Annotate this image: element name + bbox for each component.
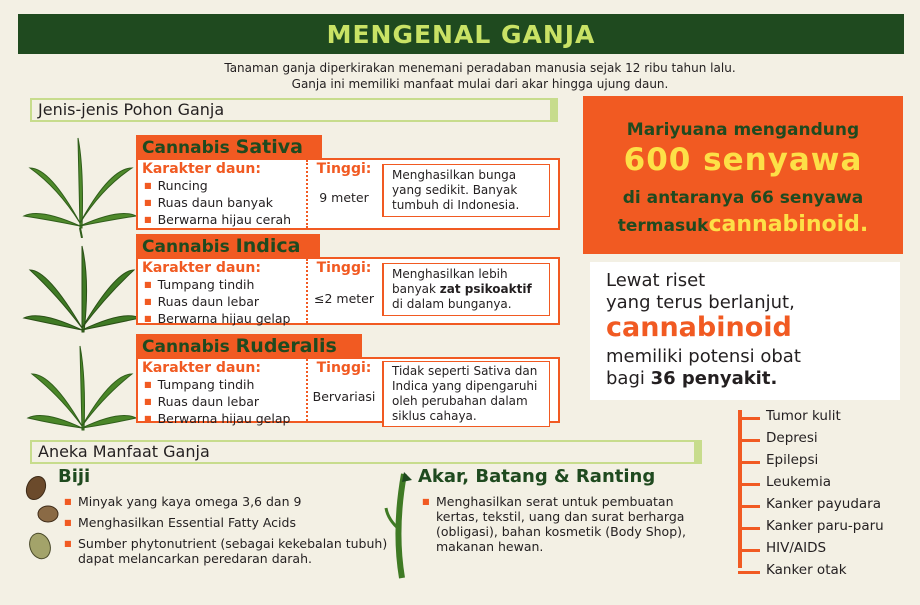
tinggi-box — [306, 359, 380, 421]
biji-item: ■ Sumber phytonutrient (sebagai kekebalan tubuh) dapat melancarkan peredaran darah. — [64, 536, 394, 566]
desc-text: di dalam bunganya. — [392, 297, 512, 311]
type-name-indica — [136, 234, 320, 258]
tinggi-label: Tinggi: — [316, 161, 372, 177]
type-strong: Ruderalis — [235, 335, 337, 357]
riset-line-5-pre: bagi — [606, 368, 651, 389]
type-card-indica — [136, 257, 560, 325]
riset-line-4: memiliki potensi obat — [606, 346, 801, 367]
mariyuana-cannabinoid: cannabinoid. — [708, 212, 869, 237]
tinggi-label: Tinggi: — [316, 360, 372, 376]
disease-item: HIV/AIDS — [738, 540, 826, 556]
karakter-label: Karakter daun: — [142, 360, 261, 376]
section-header-jenis: Jenis-jenis Pohon Ganja — [30, 98, 558, 122]
disease-item: Tumor kulit — [738, 408, 841, 424]
trait-list — [144, 377, 290, 428]
mariyuana-big: 600 senyawa — [623, 142, 863, 178]
tinggi-value: 9 meter — [319, 190, 369, 205]
trait-item: ■ Berwarna hijau gelap — [144, 411, 290, 428]
riset-cannabinoid: cannabinoid — [606, 312, 792, 343]
disease-item: Kanker otak — [738, 562, 847, 578]
stem-icon — [384, 470, 416, 580]
disease-item: Kanker payudara — [738, 496, 881, 512]
biji-list — [64, 494, 394, 572]
title-bar — [18, 14, 904, 54]
mariyuana-line-1: Mariyuana mengandung — [626, 120, 860, 140]
cannabis-leaf-icon — [22, 338, 142, 438]
section-header-manfaat: Aneka Manfaat Ganja — [30, 440, 702, 464]
type-card-sativa — [136, 158, 560, 230]
desc-text: Menghasilkan lebih banyak — [392, 267, 508, 296]
type-name-ruderalis — [136, 334, 362, 358]
mariyuana-line-3: di antaranya 66 senyawa — [622, 188, 864, 208]
disease-item: Epilepsi — [738, 452, 818, 468]
type-prefix: Cannabis — [142, 337, 236, 357]
mariyuana-line-4 — [583, 212, 903, 237]
disease-list — [738, 404, 908, 578]
page-title: MENGENAL GANJA — [326, 20, 596, 49]
type-description: Tidak seperti Sativa dan Indica yang dipengaruhi oleh perubahan dalam siklus cahaya. — [382, 361, 550, 427]
trait-item: ■ Tumpang tindih — [144, 277, 290, 294]
tinggi-value: Bervariasi — [312, 389, 376, 404]
biji-heading: Biji — [58, 466, 91, 487]
type-card-ruderalis — [136, 357, 560, 426]
trait-item: ■ Tumpang tindih — [144, 377, 290, 394]
trait-list — [144, 277, 290, 328]
tinggi-box — [306, 259, 380, 323]
biji-item: ■ Menghasilkan Essential Fatty Acids — [64, 515, 394, 530]
disease-item: Leukemia — [738, 474, 831, 490]
karakter-label: Karakter daun: — [142, 260, 261, 276]
trait-item: ■ Berwarna hijau gelap — [144, 311, 290, 328]
trait-item: ■ Ruas daun lebar — [144, 294, 290, 311]
riset-36-penyakit: 36 penyakit. — [650, 368, 778, 389]
trait-item: ■ Ruas daun banyak — [144, 195, 291, 212]
type-strong: Indica — [235, 235, 301, 257]
riset-line-5 — [606, 368, 777, 389]
type-description — [382, 263, 550, 316]
intro-line-2: Ganja ini memiliki manfaat mulai dari akar hingga ujung daun. — [291, 77, 669, 91]
intro-line-1: Tanaman ganja diperkirakan menemani peradaban manusia sejak 12 ribu tahun lalu. — [224, 61, 736, 75]
biji-item: ■ Minyak yang kaya omega 3,6 dan 9 — [64, 494, 394, 509]
type-description: Menghasilkan bunga yang sedikit. Banyak tumbuh di Indonesia. — [382, 164, 550, 217]
trait-item: ■ Berwarna hijau cerah — [144, 212, 291, 229]
akar-item: ■ Menghasilkan serat untuk pembuatan kertas, tekstil, uang dan surat berharga (obligasi), bahan kosmetik (Body Shop), makanan hewan. — [422, 494, 708, 554]
tinggi-value: ≤2 meter — [314, 291, 374, 306]
riset-line-2: yang terus berlanjut, — [606, 292, 795, 313]
riset-line-1: Lewat riset — [606, 270, 706, 291]
trait-list — [144, 178, 291, 229]
disease-item: Kanker paru-paru — [738, 518, 884, 534]
akar-heading: Akar, Batang & Ranting — [418, 466, 656, 487]
karakter-label: Karakter daun: — [142, 161, 261, 177]
type-prefix: Cannabis — [142, 138, 236, 158]
mariyuana-panel — [583, 96, 903, 254]
type-prefix: Cannabis — [142, 237, 236, 257]
desc-bold: zat psikoaktif — [439, 282, 532, 296]
trait-item: ■ Runcing — [144, 178, 291, 195]
trait-item: ■ Ruas daun lebar — [144, 394, 290, 411]
cannabis-leaf-icon — [20, 128, 140, 238]
type-name-sativa — [136, 135, 322, 159]
tinggi-box — [306, 160, 380, 228]
type-strong: Sativa — [235, 136, 303, 158]
cannabis-leaf-icon — [22, 240, 142, 340]
seed-icon — [22, 472, 62, 564]
tinggi-label: Tinggi: — [316, 260, 372, 276]
intro-text — [130, 60, 830, 92]
mariyuana-line-4-pre: termasuk — [617, 216, 709, 236]
riset-panel — [590, 262, 900, 400]
disease-item: Depresi — [738, 430, 818, 446]
